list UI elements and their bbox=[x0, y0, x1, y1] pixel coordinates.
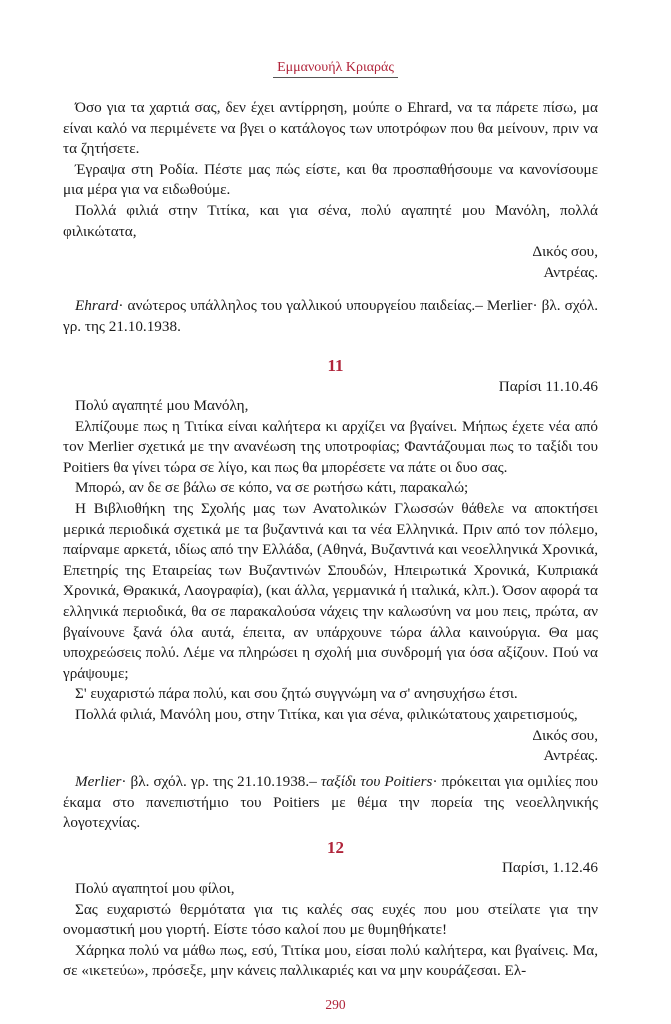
paragraph: Η Βιβλιοθήκη της Σχολής μας των Ανατολικών Γλωσσών θάθελε να αποκτήσει μερικά περιοδικά σχετικά με τα βυζαντινά και τα νέα Ελληνικά. Πριν από τον πόλεμο, παίρναμε αρκετά, ιδίως από την Ελλάδα, (Αθηνά, Βυζαντινά και νεοελληνικά Χρονικά, Επετηρίς της Εταιρείας των Βυζαντινών Σπουδών, Ηπειρωτικά Χρονικά, Κυπριακά Χρονικά, Θρακικά, Λαογραφία), (και άλλα, γερμανικά ή ιταλικά, κλπ.). Όσον αφορά τα ελληνικά περιοδικά, θα σε παρακαλούσα νάχεις την καλωσύνη να μου πεις, πρώτα, αν βγαίνουνε ξανά όλα αυτά, έπειτα, αν υπάρχουνε τώρα άλλα καινούργια. Θα μας υποχρεώσεις πολύ. Λέμε να πληρώσει η σχολή μια συνδρομή για όσα αξίζουν. Πού να γράψουμε; bbox=[63, 499, 598, 682]
footnote-11 bbox=[63, 772, 598, 834]
note-text: · ανώτερος υπάλληλος του γαλλικού υπουργείου παιδείας.– Merlier· βλ. σχόλ. γρ. της 21.10.1938. bbox=[63, 297, 598, 335]
letter-closing: Δικός σου, bbox=[532, 243, 598, 261]
paragraph: Πολλά φιλιά στην Τιτίκα, και για σένα, πολύ αγαπητέ μου Μανόλη, πολλά φιλικώτατα, bbox=[63, 201, 598, 240]
note-term: ταξίδι του Poitiers bbox=[320, 773, 433, 790]
letter-number-11: 11 bbox=[327, 356, 344, 375]
paragraph: Χάρηκα πολύ να μάθω πως, εσύ, Τιτίκα μου, είσαι πολύ καλήτερα, και βγαίνεις. Μα, σε «ικετεύω», πρόσεξε, μην κάνεις παλλικαριές και να μην κουράζεσαι. Ελ- bbox=[63, 941, 598, 980]
running-head-title: Εμμανουήλ Κριαράς bbox=[273, 60, 398, 78]
letter-number-12: 12 bbox=[327, 838, 344, 857]
paragraph: Πολλά φιλιά, Μανόλη μου, στην Τιτίκα, και για σένα, φιλικώτατους χαιρετισμούς, bbox=[75, 705, 578, 723]
note-term: Ehrard bbox=[75, 297, 119, 314]
note-text: · βλ. σχόλ. γρ. της 21.10.1938.– bbox=[121, 773, 321, 790]
letter-signature: Αντρέας. bbox=[543, 263, 598, 281]
paragraph: Έγραψα στη Ροδία. Πέστε μας πώς είστε, και θα προσπαθήσουμε να κανονίσουμε μια μέρα για να ειδωθούμε. bbox=[63, 160, 598, 199]
paragraph: Σ' ευχαριστώ πάρα πολύ, και σου ζητώ συγγνώμη να σ' ανησυχήσω έτσι. bbox=[75, 685, 518, 703]
letter-signature: Αντρέας. bbox=[543, 747, 598, 765]
letter-12-body bbox=[63, 879, 598, 982]
letter-11-body bbox=[63, 396, 598, 767]
paragraph: Σας ευχαριστώ θερμότατα για τις καλές σας ευχές που μου στείλατε για την ονομαστική μου γιορτή. Είστε τόσο καλοί που με θυμηθήκατε! bbox=[63, 900, 598, 939]
page-number: 290 bbox=[325, 997, 346, 1012]
letter-11-dateline: Παρίσι 11.10.46 bbox=[498, 378, 598, 395]
note-term: Merlier bbox=[75, 773, 122, 790]
footnote-prev bbox=[63, 296, 598, 337]
running-head bbox=[0, 60, 671, 78]
letter-closing: Δικός σου, bbox=[532, 726, 598, 744]
paragraph: Μπορώ, αν δε σε βάλω σε κόπο, να σε ρωτήσω κάτι, παρακαλώ; bbox=[75, 479, 469, 497]
letter-12-dateline: Παρίσι, 1.12.46 bbox=[501, 859, 598, 876]
paragraph: Ελπίζουμε πως η Τιτίκα είναι καλήτερα κι αρχίζει να βγαίνει. Μήπως έχετε νέα από τον Merlier σχετικά με την ανανέωση της υποτροφίας; Φαντάζουμαι πως το ταξίδι του Poitiers θα γίνει τώρα σε λίγο, και πως θα μπορέσετε να πάτε οι δυο σας. bbox=[63, 417, 598, 476]
letter-salutation: Πολύ αγαπητέ μου Μανόλη, bbox=[75, 397, 249, 414]
note-text: · πρόκειται για ομιλίες που έκαμα στο πανεπιστήμιο του Poitiers με θέμα την πορεία της νεοελληνικής λογοτεχνίας. bbox=[63, 773, 598, 832]
letter-salutation: Πολύ αγαπητοί μου φίλοι, bbox=[75, 880, 235, 897]
letter-prev-body bbox=[63, 98, 598, 283]
paragraph: Όσο για τα χαρτιά σας, δεν έχει αντίρρηση, μούπε ο Ehrard, να τα πάρετε πίσω, μα είναι καλό να περιμένετε να βγει ο κατάλογος των υποτρόφων που θα μείνουν, πριν να τα ζητήσετε. bbox=[63, 99, 598, 158]
